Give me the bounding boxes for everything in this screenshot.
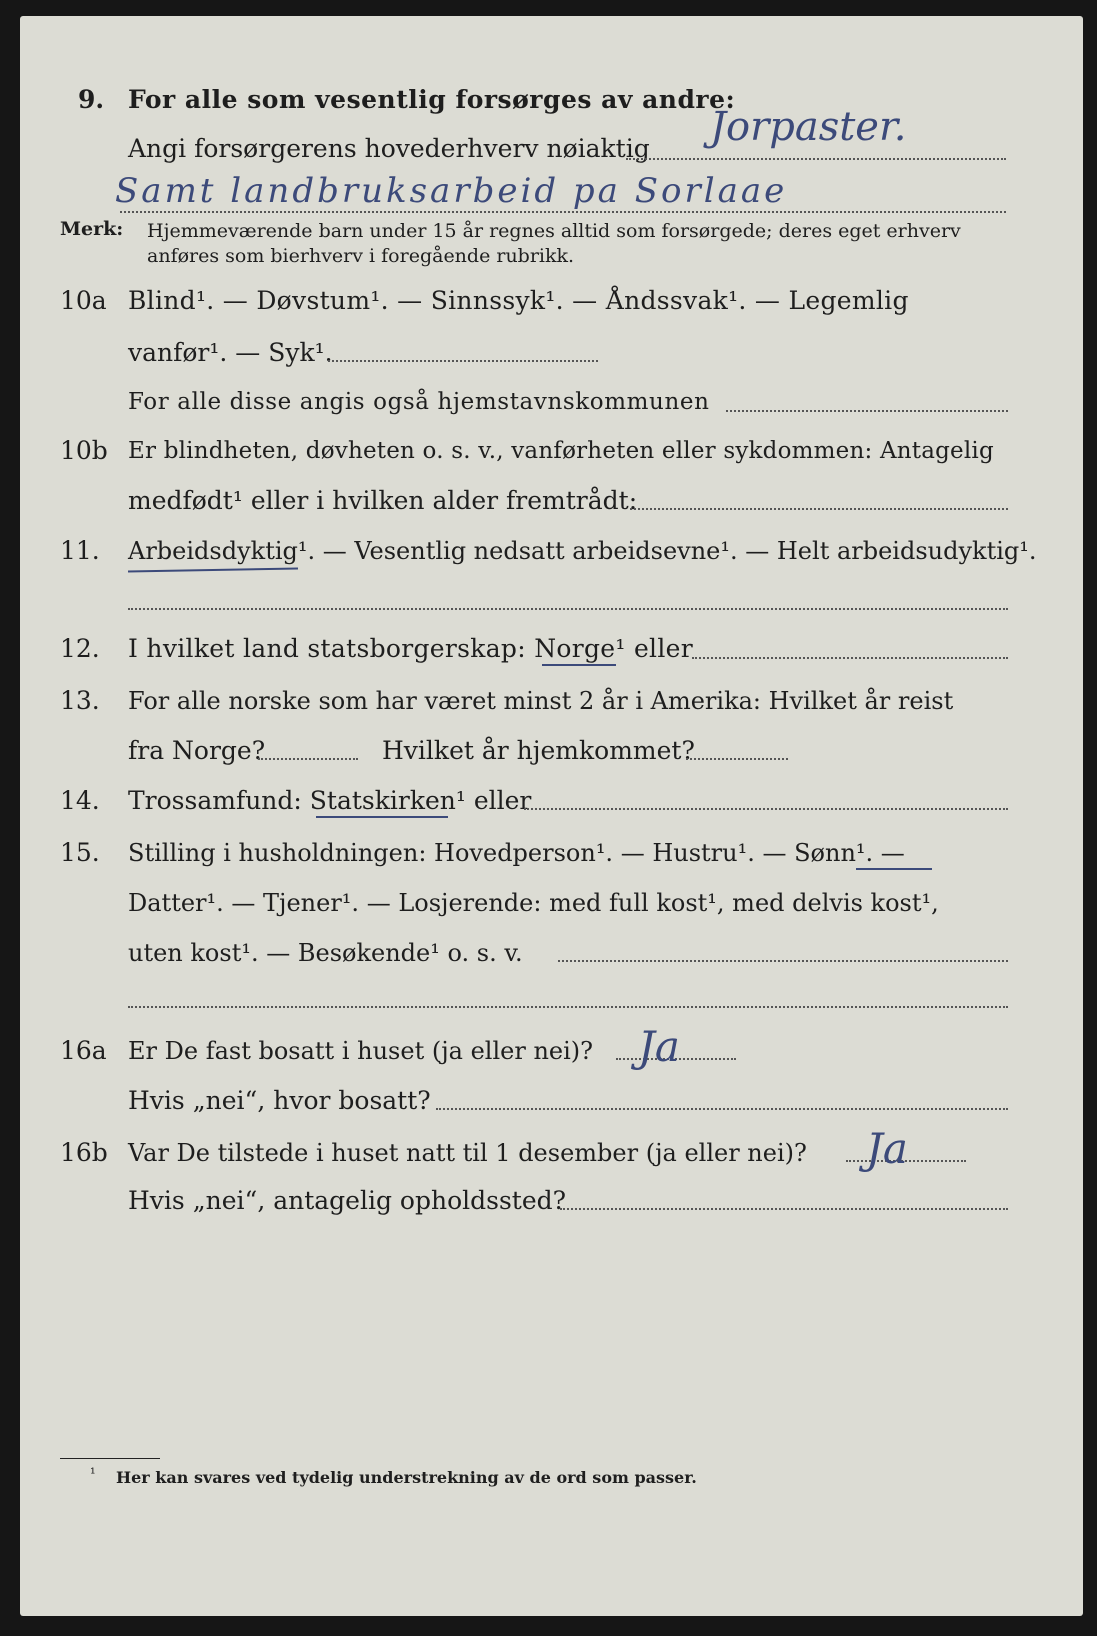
q16b-number: 16b bbox=[60, 1138, 108, 1167]
q16a-handwritten-answer: Ja bbox=[638, 1022, 680, 1071]
q13-line-1: For alle norske som har været minst 2 år i Amerika: Hvilket år reist bbox=[128, 687, 954, 715]
q16b-handwritten-answer: Ja bbox=[866, 1124, 908, 1173]
footnote-rule bbox=[60, 1458, 160, 1459]
q16a-number: 16a bbox=[60, 1036, 107, 1065]
q16a-line-1: Er De fast bosatt i huset (ja eller nei)? bbox=[128, 1037, 594, 1065]
q14-answer-line bbox=[524, 808, 1008, 810]
q10a-answer-line-1 bbox=[328, 360, 598, 362]
q15-line-2: Datter¹. — Tjener¹. — Losjerende: med full kost¹, med delvis kost¹, bbox=[128, 889, 939, 917]
q10b-answer-line bbox=[630, 508, 1008, 510]
q11-number: 11. bbox=[60, 536, 100, 565]
q9-handwritten-answer-1: Jorpaster. bbox=[710, 104, 907, 150]
census-form-page bbox=[20, 16, 1083, 1616]
merk-text-2: anføres som bierhverv i foregående rubrikk. bbox=[147, 245, 575, 267]
q12-underline-norge bbox=[542, 664, 616, 666]
q15-line-1: Stilling i husholdningen: Hovedperson¹. — Hustru¹. — Sønn¹. — bbox=[128, 839, 905, 867]
q15-line-3: uten kost¹. — Besøkende¹ o. s. v. bbox=[128, 939, 523, 967]
q15-answer-line-1 bbox=[558, 960, 1008, 962]
q15-underline-sonn bbox=[856, 868, 932, 870]
q14-underline-statskirken bbox=[316, 816, 448, 818]
q9-answer-line-2 bbox=[120, 211, 1006, 213]
q15-answer-line-2 bbox=[128, 1006, 1008, 1008]
q9-heading: For alle som vesentlig forsørges av andre: bbox=[128, 85, 736, 114]
q9-handwritten-answer-2: Samt landbruksarbeid pa Sorlaae bbox=[115, 171, 788, 211]
q11-answer-line bbox=[128, 608, 1008, 610]
q10b-number: 10b bbox=[60, 436, 108, 465]
q10a-line-2: vanfør¹. — Syk¹. bbox=[128, 338, 333, 367]
q10b-line-1: Er blindheten, døvheten o. s. v., vanførheten eller sykdommen: Antagelig bbox=[128, 438, 994, 464]
q10a-line-3: For alle disse angis også hjemstavnskommunen bbox=[128, 389, 710, 415]
q16b-line-1: Var De tilstede i huset natt til 1 desember (ja eller nei)? bbox=[128, 1139, 807, 1167]
q14-line-1: Trossamfund: Statskirken¹ eller bbox=[128, 786, 532, 815]
q14-number: 14. bbox=[60, 786, 100, 815]
q9-answer-line-1 bbox=[626, 158, 1006, 160]
q13-reist-answer-line bbox=[258, 758, 358, 760]
q10a-answer-line-2 bbox=[726, 410, 1008, 412]
q9-question-line: Angi forsørgerens hovederhverv nøiaktig bbox=[128, 134, 650, 163]
q16b-opholdssted-answer-line bbox=[560, 1208, 1008, 1210]
q12-answer-line bbox=[692, 657, 1008, 659]
footnote-mark: ¹ bbox=[90, 1466, 96, 1482]
q11-line-1: Arbeidsdyktig¹. — Vesentlig nedsatt arbeidsevne¹. — Helt arbeidsudyktig¹. bbox=[128, 537, 1037, 565]
q10a-number: 10a bbox=[60, 286, 107, 315]
merk-text-1: Hjemmeværende barn under 15 år regnes alltid som forsørgede; deres eget erhverv bbox=[147, 220, 961, 242]
q13-hjemkommet-answer-line bbox=[686, 758, 788, 760]
merk-label: Merk: bbox=[60, 218, 124, 240]
q16a-line-2: Hvis „nei“, hvor bosatt? bbox=[128, 1086, 431, 1115]
q15-number: 15. bbox=[60, 838, 100, 867]
q11-underline-arbeidsdyktig bbox=[128, 568, 298, 573]
q16b-line-2: Hvis „nei“, antagelig opholdssted? bbox=[128, 1186, 567, 1215]
q10b-line-2: medfødt¹ eller i hvilken alder fremtrådt: bbox=[128, 486, 638, 515]
footnote-text: Her kan svares ved tydelig understrekning av de ord som passer. bbox=[116, 1468, 697, 1487]
q13-line-2a: fra Norge? bbox=[128, 736, 266, 765]
q12-number: 12. bbox=[60, 634, 100, 663]
q9-number: 9. bbox=[78, 85, 105, 114]
q13-line-2b: Hvilket år hjemkommet? bbox=[382, 736, 695, 765]
q12-line-1: I hvilket land statsborgerskap: Norge¹ eller bbox=[128, 634, 693, 663]
q13-number: 13. bbox=[60, 686, 100, 715]
q10a-line-1: Blind¹. — Døvstum¹. — Sinnssyk¹. — Åndssvak¹. — Legemlig bbox=[128, 286, 909, 315]
q16a-bosatt-answer-line bbox=[436, 1108, 1008, 1110]
